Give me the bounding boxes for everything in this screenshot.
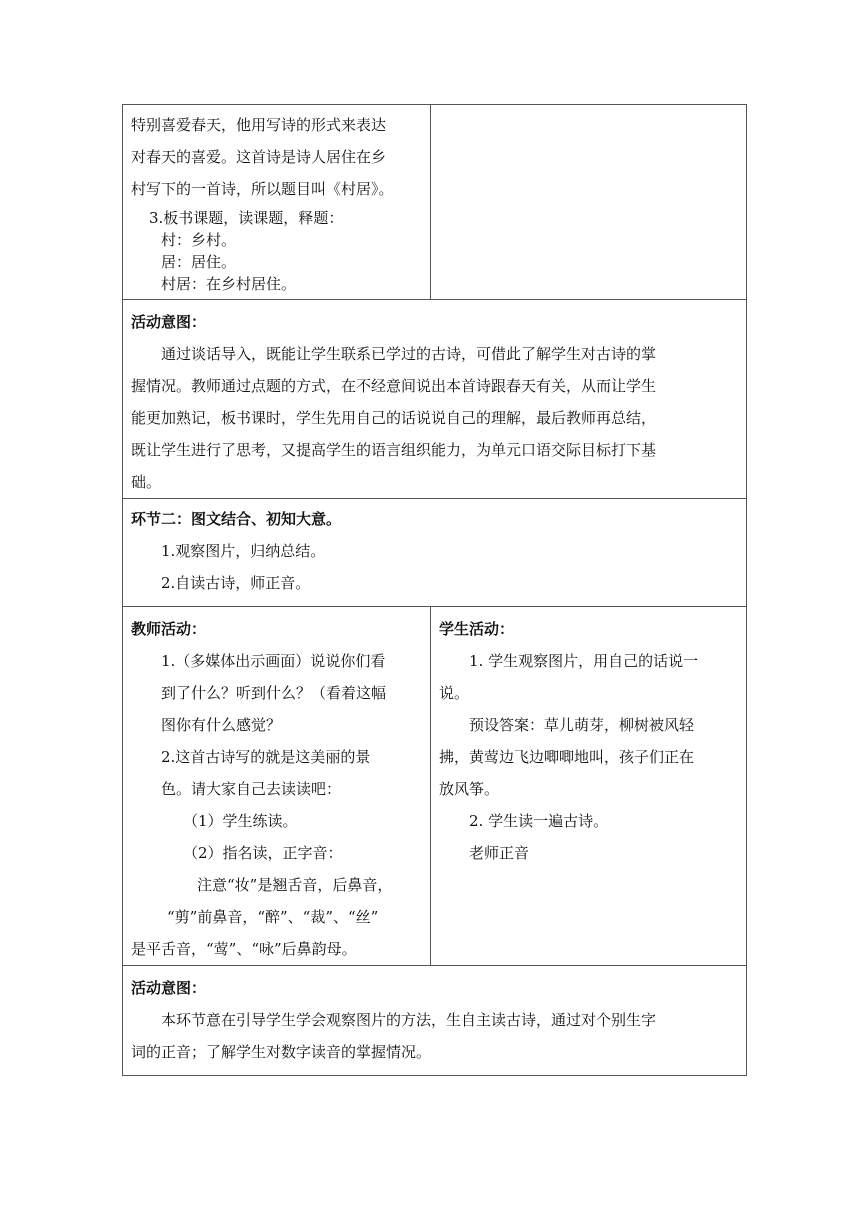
intent-line: 词的正音；了解学生对数字读音的掌握情况。 xyxy=(131,1043,432,1061)
intro-right-cell xyxy=(431,105,747,300)
intent-heading: 活动意图： xyxy=(131,979,207,997)
student-line: 放风筝。 xyxy=(439,780,500,798)
intent-cell-1 xyxy=(123,300,747,499)
intent-line: 础。 xyxy=(131,473,162,491)
section-row-2 xyxy=(123,499,747,607)
intent-line: 通过谈话导入，既能让学生联系已学过的古诗，可借此了解学生对古诗的掌 xyxy=(161,345,657,363)
teacher-line: 色。请大家自己去读读吧： xyxy=(161,780,342,798)
intent-row-2 xyxy=(123,966,747,1076)
intent-line: 握情况。教师通过点题的方式，在不经意间说出本首诗跟春天有关，从而让学生 xyxy=(131,377,657,395)
teacher-cell xyxy=(123,607,431,966)
teacher-line: 2.这首古诗写的就是这美丽的景 xyxy=(161,748,371,766)
definition-cun: 村：乡村。 xyxy=(161,231,237,249)
section-item: 2.自读古诗，师正音。 xyxy=(161,574,311,592)
definition-ju: 居：居住。 xyxy=(161,253,237,271)
section-heading: 环节二：图文结合、初知大意。 xyxy=(131,510,342,528)
intent-row-1 xyxy=(123,300,747,499)
intro-line: 村写下的一首诗，所以题目叫《村居》。 xyxy=(131,180,394,198)
student-cell xyxy=(431,607,747,966)
teacher-line: （2）指名读，正字音： xyxy=(183,844,343,862)
student-line: 拂，黄莺边飞边唧唧地叫，孩子们正在 xyxy=(439,748,695,766)
teacher-heading: 教师活动： xyxy=(131,620,207,638)
step-3: 3.板书课题，读课题，释题： xyxy=(149,209,344,227)
student-line: 预设答案：草儿萌芽，柳树被风轻 xyxy=(469,716,695,734)
student-line: 2. 学生读一遍古诗。 xyxy=(469,812,609,830)
intro-left-cell xyxy=(123,105,431,300)
intro-line: 特别喜爱春天，他用写诗的形式来表达 xyxy=(131,116,387,134)
teacher-line: （1）学生练读。 xyxy=(183,812,298,830)
intro-line: 对春天的喜爱。这首诗是诗人居住在乡 xyxy=(131,148,387,166)
activity-row xyxy=(123,607,747,966)
section-item: 1.观察图片，归纳总结。 xyxy=(161,542,326,560)
teacher-line: 图你有什么感觉？ xyxy=(161,716,282,734)
teacher-line: 是平舌音，“莺”、“咏”后鼻韵母。 xyxy=(131,940,357,958)
student-heading: 学生活动： xyxy=(439,620,515,638)
student-line: 老师正音 xyxy=(469,844,530,862)
definition-cunju: 村居：在乡村居住。 xyxy=(161,275,297,293)
lesson-plan-table xyxy=(122,104,746,1076)
intent-line: 能更加熟记，板书课时，学生先用自己的话说说自己的理解，最后教师再总结， xyxy=(131,409,657,427)
intent-cell-2 xyxy=(123,966,747,1076)
teacher-line: 注意“妆”是翘舌音，后鼻音， xyxy=(197,876,393,894)
student-line: 1. 学生观察图片，用自己的话说一 xyxy=(469,652,699,670)
section-cell-2 xyxy=(123,499,747,607)
teacher-line: 到了什么？听到什么？（看着这幅 xyxy=(161,684,387,702)
student-line: 说。 xyxy=(439,684,470,702)
intent-line: 本环节意在引导学生学会观察图片的方法，生自主读古诗，通过对个别生字 xyxy=(161,1011,657,1029)
teacher-line: “剪”前鼻音，“醉”、“裁”、“丝” xyxy=(167,908,379,926)
teacher-line: 1.（多媒体出示画面）说说你们看 xyxy=(161,652,386,670)
intro-row xyxy=(123,105,747,300)
intent-line: 既让学生进行了思考，又提高学生的语言组织能力，为单元口语交际目标打下基 xyxy=(131,441,657,459)
intent-heading: 活动意图： xyxy=(131,313,207,331)
